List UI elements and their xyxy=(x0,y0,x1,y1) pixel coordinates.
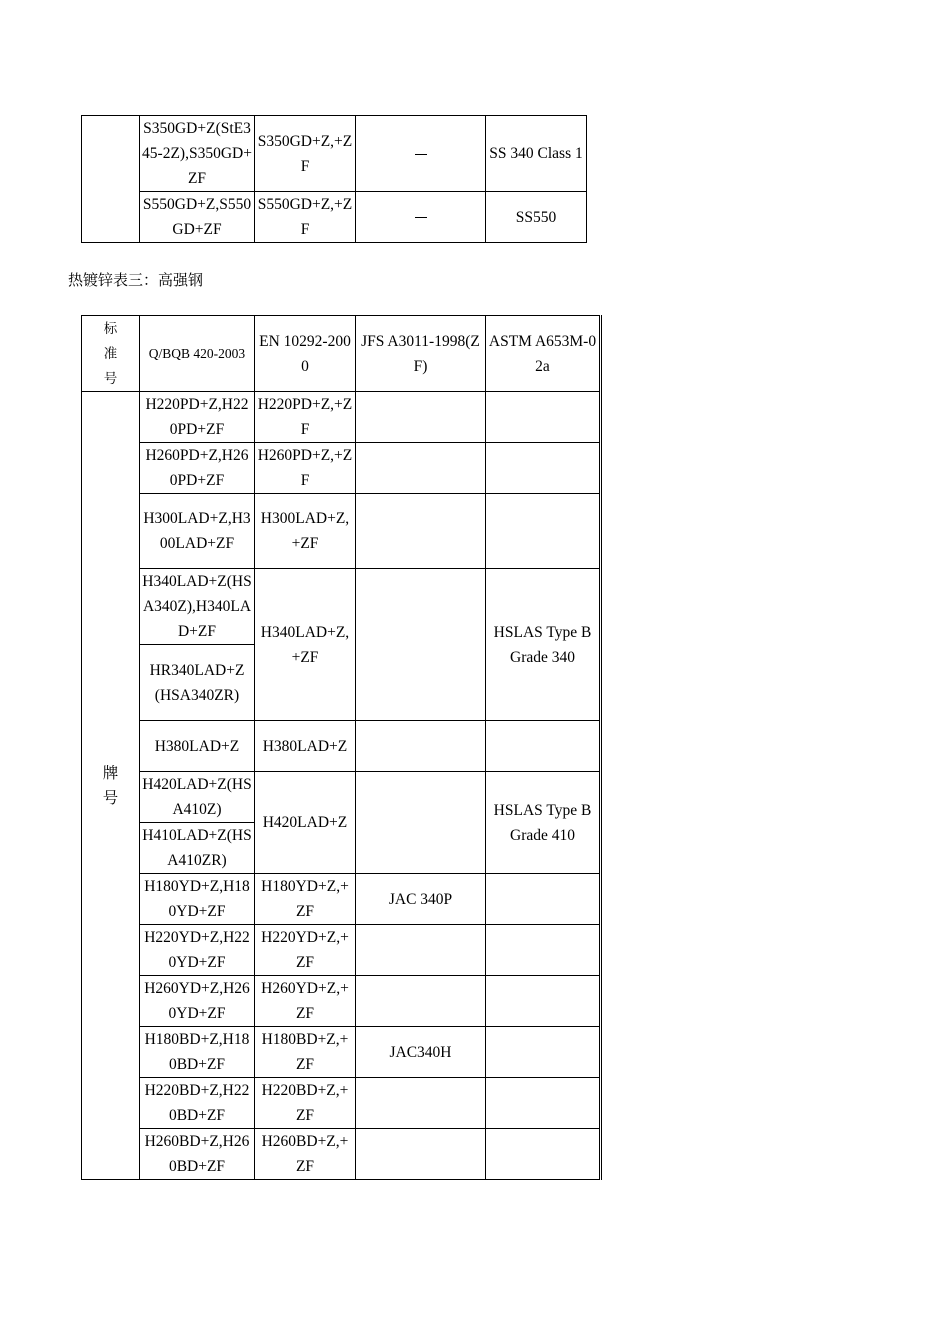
table-row xyxy=(82,192,587,243)
astm-grade-cell xyxy=(486,443,601,494)
astm-grade-cell xyxy=(486,1078,601,1129)
qbqb-grade-cell: H300LAD+Z,H300LAD+ZF xyxy=(140,494,255,569)
en-grade-cell: H420LAD+Z xyxy=(255,772,356,874)
qbqb-grade-cell: S350GD+Z(StE345-2Z),S350GD+ZF xyxy=(140,116,255,192)
table-row xyxy=(82,1078,601,1129)
astm-grade-cell xyxy=(486,874,601,925)
jfs-grade-cell: JAC 340P xyxy=(356,874,486,925)
table-row xyxy=(82,874,601,925)
table-row xyxy=(82,772,601,823)
astm-grade-cell xyxy=(486,976,601,1027)
header-astm: ASTM A653M-02a xyxy=(486,316,601,392)
astm-grade-cell xyxy=(486,1129,601,1180)
en-grade-cell: H180BD+Z,+ZF xyxy=(255,1027,356,1078)
high-strength-steel-table xyxy=(81,315,602,1180)
en-grade-cell: H380LAD+Z xyxy=(255,721,356,772)
jfs-grade-cell xyxy=(356,116,486,192)
header-qbqb: Q/BQB 420-2003 xyxy=(140,316,255,392)
astm-grade-cell xyxy=(486,1027,601,1078)
dash-mark xyxy=(415,154,427,155)
astm-grade-cell: SS550 xyxy=(486,192,587,243)
table-row xyxy=(82,925,601,976)
qbqb-grade-cell: H410LAD+Z(HSA410ZR) xyxy=(140,823,255,874)
table-row xyxy=(82,494,601,569)
en-grade-cell: H260YD+Z,+ZF xyxy=(255,976,356,1027)
jfs-grade-cell xyxy=(356,192,486,243)
astm-grade-cell: SS 340 Class 1 xyxy=(486,116,587,192)
en-grade-cell: H220YD+Z,+ZF xyxy=(255,925,356,976)
jfs-grade-cell xyxy=(356,772,486,874)
qbqb-grade-cell: H260YD+Z,H260YD+ZF xyxy=(140,976,255,1027)
qbqb-grade-cell: S550GD+Z,S550GD+ZF xyxy=(140,192,255,243)
jfs-grade-cell xyxy=(356,1129,486,1180)
table-row xyxy=(82,1129,601,1180)
side-label-cell xyxy=(82,116,140,243)
qbqb-grade-cell: H380LAD+Z xyxy=(140,721,255,772)
jfs-grade-cell: JAC340H xyxy=(356,1027,486,1078)
table-row xyxy=(82,443,601,494)
en-grade-cell: H260BD+Z,+ZF xyxy=(255,1129,356,1180)
qbqb-grade-cell: H260BD+Z,H260BD+ZF xyxy=(140,1129,255,1180)
qbqb-grade-cell: H180YD+Z,H180YD+ZF xyxy=(140,874,255,925)
astm-grade-cell xyxy=(486,721,601,772)
en-grade-cell: S350GD+Z,+ZF xyxy=(255,116,356,192)
en-grade-cell: H340LAD+Z,+ZF xyxy=(255,569,356,721)
en-grade-cell: H260PD+Z,+ZF xyxy=(255,443,356,494)
jfs-grade-cell xyxy=(356,392,486,443)
table-row xyxy=(82,569,601,645)
astm-grade-cell: HSLAS Type B Grade 340 xyxy=(486,569,601,721)
table-row xyxy=(82,976,601,1027)
header-en: EN 10292-2000 xyxy=(255,316,356,392)
astm-grade-cell xyxy=(486,925,601,976)
qbqb-grade-cell: H220YD+Z,H220YD+ZF xyxy=(140,925,255,976)
jfs-grade-cell xyxy=(356,443,486,494)
table-row xyxy=(82,116,587,192)
en-grade-cell: H220PD+Z,+ZF xyxy=(255,392,356,443)
qbqb-grade-cell: H260PD+Z,H260PD+ZF xyxy=(140,443,255,494)
table-caption: 热镀锌表三：高强钢 xyxy=(68,271,204,289)
jfs-grade-cell xyxy=(356,494,486,569)
en-grade-cell: S550GD+Z,+ZF xyxy=(255,192,356,243)
qbqb-grade-cell: HR340LAD+Z(HSA340ZR) xyxy=(140,645,255,721)
en-grade-cell: H180YD+Z,+ZF xyxy=(255,874,356,925)
steel-grade-table-continued xyxy=(81,115,587,243)
table-row xyxy=(82,721,601,772)
jfs-grade-cell xyxy=(356,925,486,976)
qbqb-grade-cell: H220BD+Z,H220BD+ZF xyxy=(140,1078,255,1129)
qbqb-grade-cell: H220PD+Z,H220PD+ZF xyxy=(140,392,255,443)
en-grade-cell: H300LAD+Z,+ZF xyxy=(255,494,356,569)
astm-grade-cell xyxy=(486,392,601,443)
en-grade-cell: H220BD+Z,+ZF xyxy=(255,1078,356,1129)
dash-mark xyxy=(415,217,427,218)
astm-grade-cell xyxy=(486,494,601,569)
table-row xyxy=(82,1027,601,1078)
qbqb-grade-cell: H340LAD+Z(HSA340Z),H340LAD+ZF xyxy=(140,569,255,645)
side-label-grade: 牌号 xyxy=(82,392,140,1180)
qbqb-grade-cell: H420LAD+Z(HSA410Z) xyxy=(140,772,255,823)
header-row xyxy=(82,316,601,392)
jfs-grade-cell xyxy=(356,569,486,721)
jfs-grade-cell xyxy=(356,1078,486,1129)
table-row xyxy=(82,392,601,443)
jfs-grade-cell xyxy=(356,976,486,1027)
header-standard-no: 标准号 xyxy=(82,316,140,392)
astm-grade-cell: HSLAS Type B Grade 410 xyxy=(486,772,601,874)
header-jfs: JFS A3011-1998(ZF) xyxy=(356,316,486,392)
qbqb-grade-cell: H180BD+Z,H180BD+ZF xyxy=(140,1027,255,1078)
jfs-grade-cell xyxy=(356,721,486,772)
